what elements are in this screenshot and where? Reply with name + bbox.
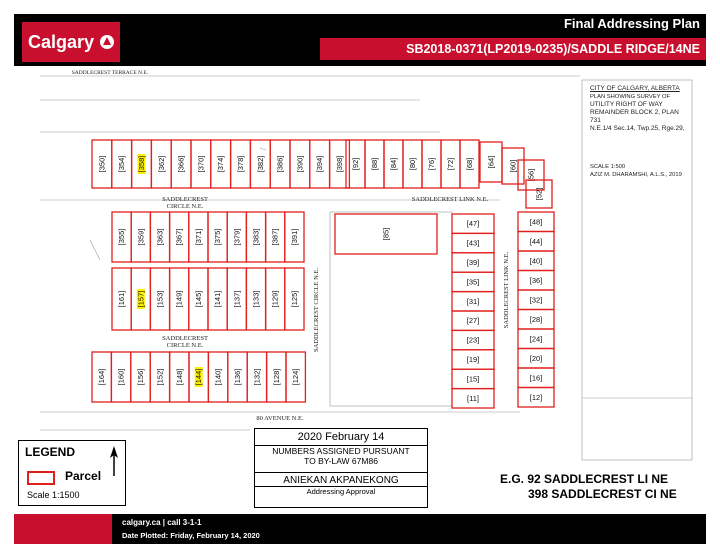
- svg-text:[12]: [12]: [529, 392, 543, 402]
- svg-text:[383]: [383]: [251, 228, 261, 246]
- svg-text:[19]: [19]: [466, 355, 480, 364]
- brand-name: Calgary: [28, 31, 95, 52]
- svg-text:[152]: [152]: [155, 368, 165, 386]
- svg-text:[370]: [370]: [196, 155, 206, 173]
- svg-text:[52]: [52]: [534, 187, 544, 201]
- svg-text:[35]: [35]: [466, 277, 480, 287]
- svg-text:[350]: [350]: [97, 155, 107, 173]
- svg-text:[32]: [32]: [529, 295, 543, 305]
- svg-text:[371]: [371]: [193, 228, 203, 246]
- svg-text:[129]: [129]: [270, 290, 280, 308]
- survey-within: REMAINDER BLOCK 2, PLAN 731: [590, 109, 679, 124]
- survey-city: CITY OF CALGARY, ALBERTA: [590, 85, 680, 92]
- svg-text:[39]: [39]: [466, 258, 480, 267]
- svg-text:[148]: [148]: [174, 368, 184, 386]
- svg-text:[133]: [133]: [251, 290, 261, 308]
- svg-text:[366]: [366]: [176, 155, 186, 173]
- svg-text:[92]: [92]: [351, 157, 360, 171]
- svg-text:[40]: [40]: [529, 256, 543, 266]
- svg-text:[394]: [394]: [315, 155, 325, 173]
- plan-subtitle: SB2018-0371(LP2019-0235)/SADDLE RIDGE/14NE: [406, 42, 700, 56]
- north-arrow-icon: [108, 446, 120, 476]
- survey-info: [590, 85, 690, 179]
- svg-text:[76]: [76]: [427, 157, 436, 171]
- survey-surveyor: AZIZ M. DHARAMSHI, A.L.S., 2019: [590, 172, 682, 178]
- svg-text:[164]: [164]: [97, 368, 107, 386]
- svg-text:[64]: [64]: [486, 155, 496, 169]
- svg-text:[387]: [387]: [270, 228, 280, 246]
- svg-text:[136]: [136]: [233, 368, 242, 386]
- street-label: SADDLECREST TERRACE N.E.: [71, 70, 149, 76]
- footer-plotted-date: Date Plotted: Friday, February 14, 2020: [122, 531, 260, 540]
- svg-text:[161]: [161]: [117, 290, 127, 308]
- footer-accent: [14, 514, 112, 544]
- svg-text:[24]: [24]: [529, 334, 543, 344]
- svg-text:[141]: [141]: [213, 290, 223, 308]
- approver-name: ANIEKAN AKPANEKONG: [255, 472, 427, 486]
- street-label: SADDLECREST: [162, 335, 208, 342]
- svg-text:[16]: [16]: [529, 373, 543, 383]
- svg-text:[362]: [362]: [156, 155, 166, 173]
- footer-contact: calgary.ca | call 3-1-1: [122, 518, 202, 527]
- approver-role: Addressing Approval: [255, 486, 427, 496]
- street-label: SADDLECREST: [162, 196, 208, 203]
- svg-text:[140]: [140]: [213, 368, 223, 386]
- legend-scale: Scale 1:1500: [27, 490, 80, 500]
- svg-text:[128]: [128]: [271, 368, 281, 386]
- svg-text:[80]: [80]: [408, 157, 417, 171]
- svg-text:[125]: [125]: [289, 290, 299, 308]
- svg-text:[85]: [85]: [381, 227, 391, 241]
- street-label: SADDLECREST LINK N.E.: [503, 251, 510, 329]
- svg-text:[160]: [160]: [116, 368, 126, 386]
- svg-text:[28]: [28]: [529, 314, 543, 324]
- parcel-swatch: [27, 471, 55, 485]
- svg-text:[48]: [48]: [529, 217, 543, 227]
- svg-text:[23]: [23]: [466, 335, 480, 345]
- svg-text:[15]: [15]: [466, 374, 480, 384]
- svg-text:[157]: [157]: [136, 290, 146, 308]
- svg-text:[375]: [375]: [213, 228, 223, 246]
- svg-text:[144]: [144]: [194, 368, 204, 386]
- legend-parcel-label: Parcel: [65, 469, 102, 483]
- street-label: SADDLECREST LINK N.E.: [411, 196, 489, 203]
- svg-text:[84]: [84]: [389, 157, 398, 171]
- example-address-2: 398 SADDLECREST CI NE: [528, 487, 677, 501]
- footer-bar: [14, 514, 706, 544]
- street-label: CIRCLE N.E.: [166, 203, 204, 210]
- svg-text:[391]: [391]: [289, 228, 299, 246]
- svg-text:[153]: [153]: [155, 290, 165, 308]
- street-label: SADDLECREST CIRCLE N.E.: [313, 267, 320, 353]
- svg-text:[47]: [47]: [466, 219, 480, 229]
- approval-bylaw-line2: TO BY-LAW 67M86: [304, 456, 378, 466]
- svg-text:[156]: [156]: [136, 368, 145, 386]
- svg-text:[378]: [378]: [236, 155, 245, 173]
- svg-text:[355]: [355]: [117, 228, 127, 246]
- approval-box: [254, 428, 428, 508]
- svg-text:[354]: [354]: [117, 155, 127, 173]
- street-label: 80 AVENUE N.E.: [256, 415, 304, 422]
- street-label: CIRCLE N.E.: [166, 342, 204, 349]
- svg-text:[398]: [398]: [335, 155, 344, 173]
- survey-desc: PLAN SHOWING SURVEY OF: [590, 94, 670, 100]
- svg-text:[60]: [60]: [508, 159, 518, 173]
- svg-text:[374]: [374]: [216, 155, 226, 173]
- svg-text:[382]: [382]: [255, 155, 265, 173]
- svg-text:[137]: [137]: [232, 290, 242, 308]
- survey-location: N.E.1/4 Sec.14, Twp.25, Rge.29,: [590, 125, 685, 132]
- svg-text:[44]: [44]: [529, 236, 543, 246]
- svg-text:[72]: [72]: [446, 157, 455, 171]
- example-address-1: E.G. 92 SADDLECREST LI NE: [500, 472, 669, 486]
- approval-date: 2020 February 14: [255, 431, 427, 446]
- svg-text:[27]: [27]: [466, 316, 480, 326]
- svg-text:[145]: [145]: [193, 290, 203, 308]
- svg-text:[149]: [149]: [174, 290, 184, 308]
- svg-text:[11]: [11]: [467, 393, 479, 403]
- svg-text:[124]: [124]: [291, 368, 301, 386]
- svg-text:[68]: [68]: [465, 157, 474, 171]
- svg-text:[386]: [386]: [275, 155, 285, 173]
- svg-text:[359]: [359]: [136, 228, 146, 246]
- svg-text:[20]: [20]: [529, 353, 543, 363]
- svg-text:[390]: [390]: [295, 155, 305, 173]
- svg-text:[43]: [43]: [466, 238, 480, 248]
- svg-text:[31]: [31]: [466, 296, 480, 306]
- plan-title: Final Addressing Plan: [563, 16, 700, 31]
- survey-scale: SCALE 1:500: [590, 164, 626, 170]
- svg-text:[367]: [367]: [174, 228, 184, 246]
- svg-text:[88]: [88]: [370, 157, 379, 171]
- svg-text:[358]: [358]: [137, 155, 146, 173]
- svg-text:[132]: [132]: [252, 368, 262, 386]
- svg-text:[56]: [56]: [526, 168, 536, 182]
- svg-text:[363]: [363]: [155, 228, 165, 246]
- survey-right: UTILITY RIGHT OF WAY: [590, 101, 663, 108]
- legend-title: LEGEND: [25, 445, 76, 459]
- approval-bylaw-line1: NUMBERS ASSIGNED PURSUANT: [272, 446, 410, 456]
- svg-text:[36]: [36]: [529, 275, 543, 285]
- svg-text:[379]: [379]: [232, 228, 242, 246]
